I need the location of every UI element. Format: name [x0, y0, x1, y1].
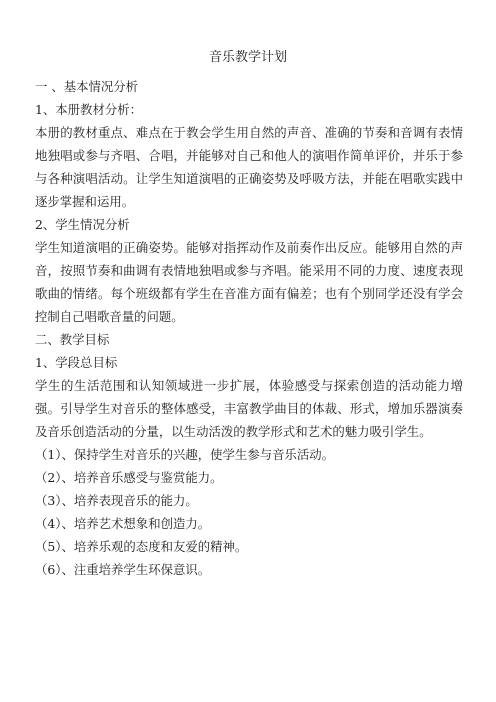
section-heading-basic-analysis: 一 、基本情况分析	[35, 79, 139, 94]
paragraph-stage-goal: 学生的生活范围和认知领域进一步扩展，体验感受与探索创造的活动能力增强。引导学生对音乐的整体感受，丰富教学曲目的体裁、形式，增加乐器演奏及音乐创造活动的分量，以生动活泼的教学形式和艺术的魅力吸引学生。	[35, 378, 463, 439]
document-body	[35, 75, 463, 581]
goal-item-6: （6）、注重培养学生环保意识。	[35, 562, 211, 577]
goal-item-5: （5）、培养乐观的态度和友爱的精神。	[35, 539, 248, 554]
goal-item-3: （3）、培养表现音乐的能力。	[35, 493, 198, 508]
section-heading-teaching-goals: 二、教学目标	[35, 332, 110, 347]
document-title: 音乐教学计划	[208, 50, 287, 65]
goal-item-2: （2）、培养音乐感受与鉴赏能力。	[35, 470, 223, 485]
paragraph-textbook-analysis: 本册的教材重点、难点在于教会学生用自然的声音、准确的节奏和音调有表情地独唱或参与齐唱、合唱，并能够对自己和他人的演唱作简单评价，并乐于参与各种演唱活动。让学生知道演唱的正确姿势及呼吸方法，并能在唱歌实践中逐步掌握和运用。	[35, 125, 463, 209]
paragraph-student-analysis: 学生知道演唱的正确姿势。能够对指挥动作及前奏作出反应。能够用自然的声音，按照节奏和曲调有表情地独唱或参与齐唱。能采用不同的力度、速度表现歌曲的情绪。每个班级都有学生在音准方面有偏差；也有个别同学还没有学会控制自己唱歌音量的问题。	[35, 240, 463, 324]
goal-item-4: （4）、培养艺术想象和创造力。	[35, 516, 211, 531]
subheading-stage-goal: 1、学段总目标	[35, 355, 118, 370]
goal-item-1: （1）、保持学生对音乐的兴趣，使学生参与音乐活动。	[35, 447, 335, 462]
subheading-student-analysis: 2、学生情况分析	[35, 217, 130, 232]
subheading-textbook-analysis: 1、本册教材分析：	[35, 102, 143, 117]
